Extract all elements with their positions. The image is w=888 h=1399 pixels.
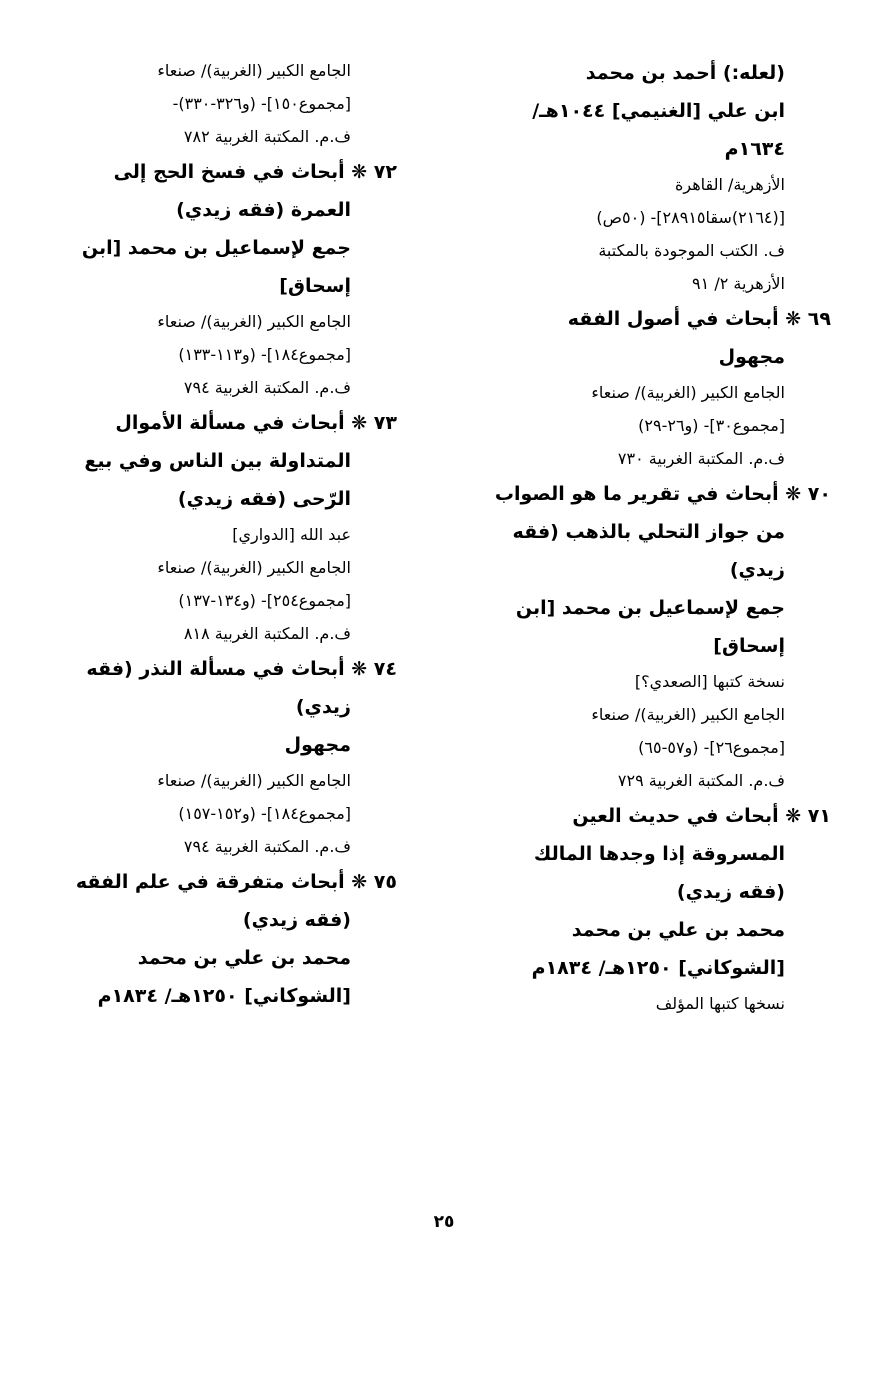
right-column	[440, 54, 831, 1020]
text-line: [الشوكاني] ١٢٥٠هـ/ ١٨٣٤م	[97, 985, 351, 1007]
text-line: ف.م. المكتبة الغربية ٨١٨	[183, 624, 351, 643]
entry-title-line: ٧٣ ❋ أبحاث في مسألة الأموال	[115, 412, 397, 434]
text-line: مجهول	[718, 346, 785, 368]
text-line: ف.م. المكتبة الغربية ٧٢٩	[617, 771, 785, 790]
text-line: محمد بن علي بن محمد	[571, 919, 785, 941]
text-line: [(٢١٦٤)سقا٢٨٩١٥]- (٥٠ص)	[596, 208, 785, 227]
text-line: نسخها كتبها المؤلف	[655, 994, 785, 1013]
text-line: [الشوكاني] ١٢٥٠هـ/ ١٨٣٤م	[531, 957, 785, 979]
text-line: عبد الله [الدواري]	[232, 525, 351, 544]
text-line: ف.م. المكتبة الغربية ٧٨٢	[183, 127, 351, 146]
text-line: الجامع الكبير (الغربية)/ صنعاء	[591, 383, 785, 402]
text-line: جمع لإسماعيل بن محمد [ابن	[81, 237, 351, 259]
text-line: (فقه زيدي)	[242, 909, 351, 931]
text-line: الجامع الكبير (الغربية)/ صنعاء	[157, 312, 351, 331]
text-line: مجهول	[284, 734, 351, 756]
text-line: الجامع الكبير (الغربية)/ صنعاء	[157, 61, 351, 80]
entry-title-line: ٧٢ ❋ أبحاث في فسخ الحج إلى	[113, 161, 397, 183]
entry-title-line: ٧٥ ❋ أبحاث متفرقة في علم الفقه	[75, 871, 397, 893]
text-line: الجامع الكبير (الغربية)/ صنعاء	[157, 558, 351, 577]
text-line: ابن علي [الغنيمي] ١٠٤٤هـ/	[532, 100, 785, 122]
text-line: ف.م. المكتبة الغربية ٧٣٠	[617, 449, 785, 468]
text-line: [مجموع١٨٤]- (و١٥٢-١٥٧)	[178, 804, 351, 823]
text-line: [مجموع٣٠]- (و٢٦-٢٩)	[638, 416, 785, 435]
text-line: الأزهرية ٢/ ٩١	[692, 274, 785, 293]
text-line: الرّحى (فقه زيدي)	[177, 488, 351, 510]
text-line: [مجموع١٥٠]- (و٣٢٦-٣٣٠)-	[172, 94, 351, 113]
text-line: المتداولة بين الناس وفي بيع	[84, 450, 351, 472]
entry-title-line: ٧٠ ❋ أبحاث في تقرير ما هو الصواب	[494, 483, 831, 505]
text-line: زيدي)	[729, 559, 785, 581]
text-line: (فقه زيدي)	[676, 881, 785, 903]
entry-title-line: ٧١ ❋ أبحاث في حديث العين	[572, 805, 831, 827]
text-line: محمد بن علي بن محمد	[137, 947, 351, 969]
text-line: الجامع الكبير (الغربية)/ صنعاء	[591, 705, 785, 724]
text-line: إسحاق]	[279, 275, 351, 297]
text-line: العمرة (فقه زيدي)	[176, 199, 351, 221]
text-line: (لعله:) أحمد بن محمد	[585, 62, 785, 84]
left-column	[61, 54, 397, 1015]
text-line: الأزهرية/ القاهرة	[674, 175, 785, 194]
entry-title-line: ٧٤ ❋ أبحاث في مسألة النذر (فقه	[86, 658, 397, 680]
text-line: جمع لإسماعيل بن محمد [ابن	[515, 597, 785, 619]
text-line: نسخة كتبها [الصعدي؟]	[634, 672, 785, 691]
text-line: ف.م. المكتبة الغربية ٧٩٤	[183, 378, 351, 397]
page-number: ٢٥	[433, 1212, 455, 1232]
text-line: الجامع الكبير (الغربية)/ صنعاء	[157, 771, 351, 790]
text-line: [مجموع٢٥٤]- (و١٣٤-١٣٧)	[178, 591, 351, 610]
text-line: زيدي)	[295, 696, 351, 718]
entry-title-line: ٦٩ ❋ أبحاث في أصول الفقه	[567, 308, 831, 330]
text-line: [مجموع١٨٤]- (و١١٣-١٣٣)	[178, 345, 351, 364]
text-line: ف.م. المكتبة الغربية ٧٩٤	[183, 837, 351, 856]
text-line: ف. الكتب الموجودة بالمكتبة	[598, 241, 785, 260]
text-line: إسحاق]	[713, 635, 785, 657]
text-line: ١٦٣٤م	[724, 138, 785, 160]
text-line: [مجموع٢٦]- (و٥٧-٦٥)	[638, 738, 785, 757]
text-line: من جواز التحلي بالذهب (فقه	[512, 521, 785, 543]
text-line: المسروقة إذا وجدها المالك	[533, 843, 785, 865]
